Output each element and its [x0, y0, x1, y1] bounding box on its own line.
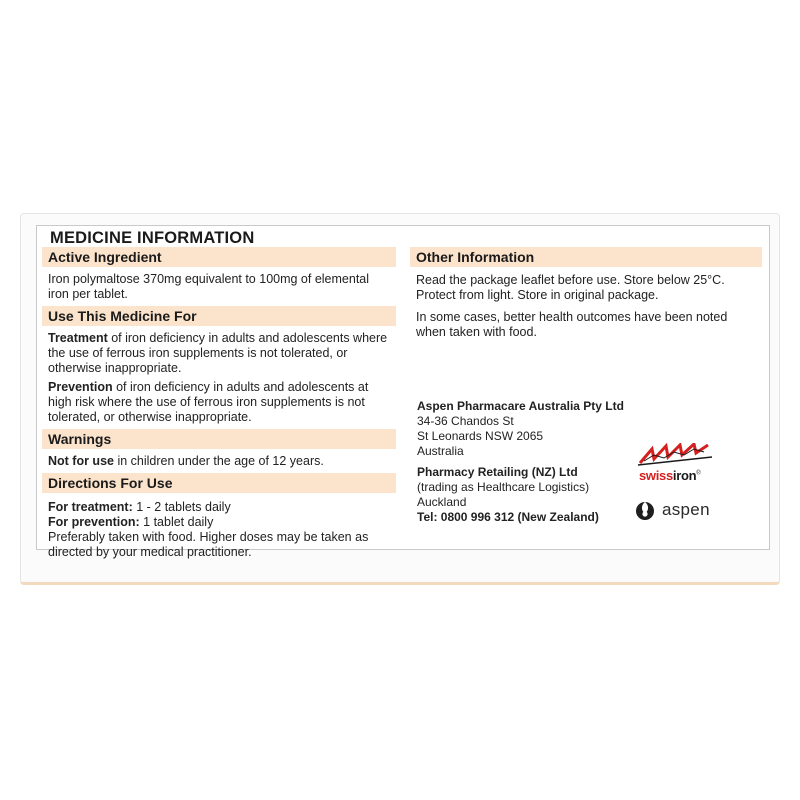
company-nz-phone: Tel: 0800 996 312 (New Zealand) — [417, 510, 599, 524]
dose-treatment-text: 1 - 2 tablets daily — [132, 500, 231, 514]
swissiron-logo — [638, 443, 714, 485]
company-nz-city: Auckland — [417, 495, 467, 509]
section-body — [42, 326, 396, 427]
treatment-paragraph — [48, 331, 390, 376]
warnings-label: Not for use — [48, 454, 114, 468]
treatment-label: Treatment — [48, 331, 108, 345]
active-ingredient-text: Iron polymaltose 370mg equivalent to 100mg of elemental iron per tablet. — [48, 272, 370, 301]
swissiron-zigzag-icon — [638, 443, 714, 467]
prevention-text: of iron deficiency in adults and adolescents at high risk where the use of ferrous iron supplements is not tolerated, or otherwise inappropriate. — [48, 380, 369, 424]
prevention-paragraph — [48, 380, 390, 425]
aspen-wordmark: aspen — [662, 500, 710, 519]
food-note-text: In some cases, better health outcomes have been noted when taken with food. — [416, 310, 728, 339]
section-body — [42, 267, 396, 304]
company-nz-name: Pharmacy Retailing (NZ) Ltd — [417, 465, 578, 479]
section-heading: Warnings — [42, 429, 396, 449]
dose-treatment — [48, 500, 390, 515]
dose-prevention — [48, 515, 390, 530]
section-heading: Directions For Use — [42, 473, 396, 493]
right-column — [410, 247, 762, 342]
company-au-address-3: Australia — [417, 444, 464, 458]
dose-treatment-label: For treatment: — [48, 500, 133, 514]
aspen-leaf-icon — [634, 498, 656, 522]
storage-text: Read the package leaflet before use. Store below 25°C. Protect from light. Store in original package. — [416, 273, 725, 302]
dose-prevention-label: For prevention: — [48, 515, 140, 529]
dose-prevention-text: 1 tablet daily — [139, 515, 214, 529]
section-heading: Active Ingredient — [42, 247, 396, 267]
section-body — [42, 493, 396, 562]
section-warnings — [42, 429, 396, 471]
company-au-name: Aspen Pharmacare Australia Pty Ltd — [417, 399, 624, 413]
section-directions — [42, 473, 396, 562]
prevention-label: Prevention — [48, 380, 113, 394]
section-heading: Use This Medicine For — [42, 306, 396, 326]
aspen-logo — [634, 497, 724, 523]
warnings-text: in children under the age of 12 years. — [113, 454, 324, 468]
company-details — [417, 399, 624, 525]
left-column — [42, 247, 396, 562]
company-au-address-2: St Leonards NSW 2065 — [417, 429, 544, 443]
section-body — [410, 267, 762, 342]
section-heading: Other Information — [410, 247, 762, 267]
section-active-ingredient — [42, 247, 396, 304]
swissiron-wordmark: swissiron® — [639, 468, 701, 483]
section-other-information — [410, 247, 762, 342]
warnings-paragraph — [48, 454, 390, 469]
page-title: MEDICINE INFORMATION — [50, 229, 255, 247]
company-nz-trading: (trading as Healthcare Logistics) — [417, 480, 590, 494]
dose-note: Preferably taken with food. Higher doses may be taken as directed by your medical practitioner. — [48, 530, 369, 559]
treatment-text: of iron deficiency in adults and adolescents where the use of ferrous iron supplements is not tolerated, or otherwise inappropriate. — [48, 331, 388, 375]
section-body — [42, 449, 396, 471]
company-au-address-1: 34-36 Chandos St — [417, 414, 514, 428]
section-use-for — [42, 306, 396, 427]
